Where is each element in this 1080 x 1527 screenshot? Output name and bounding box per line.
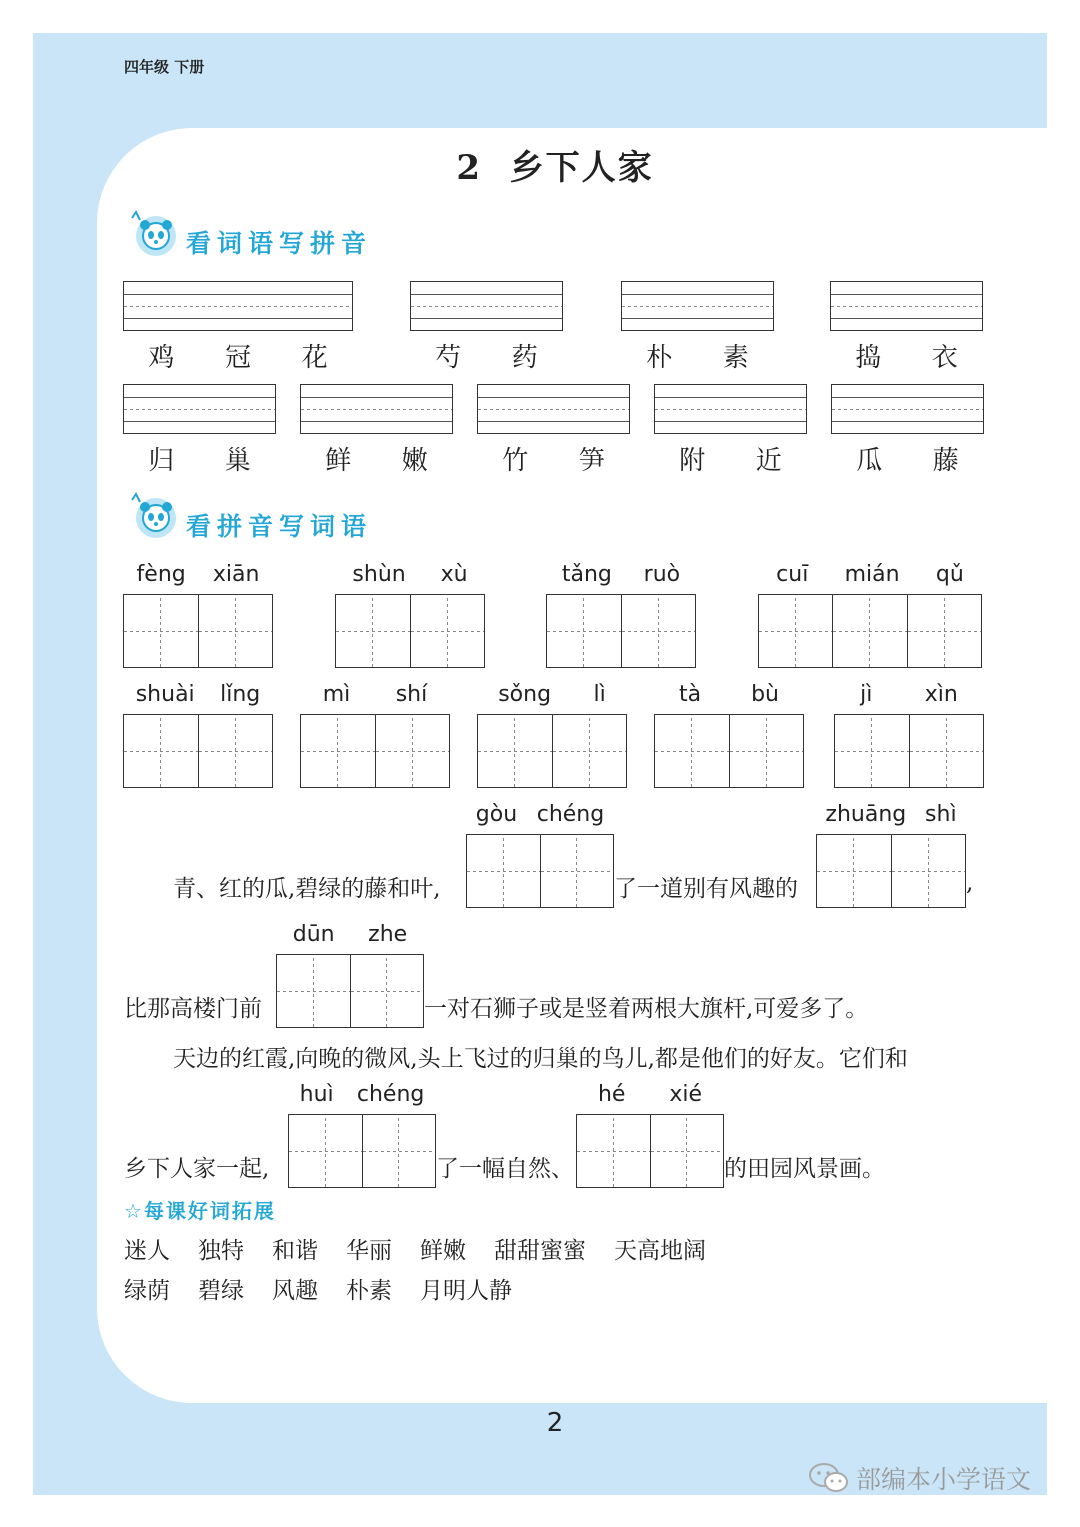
passage-text: , bbox=[966, 870, 974, 896]
word-chars: 朴 素 bbox=[646, 343, 749, 373]
pinyin-writing-box[interactable] bbox=[831, 384, 984, 434]
pinyin-writing-box[interactable] bbox=[123, 281, 353, 331]
word-chars: 芍 药 bbox=[435, 343, 538, 373]
blank-pinyin: gòu chéng bbox=[475, 802, 605, 827]
tianzige-grid[interactable] bbox=[477, 714, 627, 788]
pinyin-prompt: tà bù bbox=[678, 682, 779, 707]
extension-words-row: 迷人 独特 和谐 华丽 鲜嫩 甜甜蜜蜜 天高地阔 bbox=[124, 1238, 706, 1264]
panda-icon bbox=[126, 490, 182, 542]
passage-text: 比那高楼门前 bbox=[124, 996, 262, 1022]
passage-text: 的田园风景画。 bbox=[724, 1156, 885, 1182]
blank-pinyin: dūn zhe bbox=[292, 922, 408, 947]
pinyin-writing-box[interactable] bbox=[123, 384, 276, 434]
star-icon: ☆ bbox=[124, 1199, 144, 1223]
pinyin-prompt: tǎng ruò bbox=[561, 562, 681, 587]
pinyin-writing-box[interactable] bbox=[654, 384, 807, 434]
tianzige-grid[interactable] bbox=[466, 834, 614, 908]
pinyin-prompt: cuī mián qǔ bbox=[776, 562, 964, 587]
pinyin-prompt: fèng xiān bbox=[136, 562, 260, 587]
passage-text: 青、红的瓜,碧绿的藤和叶, bbox=[173, 876, 441, 902]
grade-label: 四年级 下册 bbox=[124, 58, 205, 76]
tianzige-grid[interactable] bbox=[546, 594, 696, 668]
tianzige-grid[interactable] bbox=[654, 714, 804, 788]
pinyin-prompt: shùn xù bbox=[352, 562, 468, 587]
word-chars: 鸡 冠 花 bbox=[148, 343, 328, 373]
passage-text: 了一幅自然、 bbox=[436, 1156, 574, 1182]
tianzige-grid[interactable] bbox=[758, 594, 982, 668]
tianzige-grid[interactable] bbox=[123, 594, 273, 668]
word-chars: 附 近 bbox=[679, 446, 782, 476]
tianzige-grid[interactable] bbox=[335, 594, 485, 668]
passage-text: 天边的红霞,向晚的微风,头上飞过的归巢的鸟儿,都是他们的好友。它们和 bbox=[173, 1046, 908, 1072]
tianzige-grid[interactable] bbox=[123, 714, 273, 788]
passage-text: 一对石狮子或是竖着两根大旗杆,可爱多了。 bbox=[424, 996, 869, 1022]
word-chars: 瓜 藤 bbox=[856, 446, 959, 476]
tianzige-grid[interactable] bbox=[816, 834, 966, 908]
lesson-title bbox=[0, 140, 1080, 189]
pinyin-writing-box[interactable] bbox=[477, 384, 630, 434]
pinyin-prompt: shuài lǐng bbox=[135, 682, 261, 707]
pinyin-prompt: jì xìn bbox=[860, 682, 958, 707]
pinyin-prompt: mì shí bbox=[322, 682, 428, 707]
tianzige-grid[interactable] bbox=[288, 1114, 436, 1188]
word-chars: 归 巢 bbox=[148, 446, 251, 476]
pinyin-writing-box[interactable] bbox=[410, 281, 563, 331]
pinyin-writing-box[interactable] bbox=[830, 281, 983, 331]
tianzige-grid[interactable] bbox=[300, 714, 450, 788]
word-chars: 竹 笋 bbox=[502, 446, 605, 476]
lesson-number: 2 bbox=[456, 148, 482, 188]
page-number: 2 bbox=[546, 1408, 564, 1438]
pinyin-prompt: sǒng lì bbox=[498, 682, 606, 707]
word-chars: 捣 衣 bbox=[855, 343, 958, 373]
blank-pinyin: huì chéng bbox=[299, 1082, 425, 1107]
passage-text: 了一道别有风趣的 bbox=[614, 876, 798, 902]
extension-title: ☆每课好词拓展 bbox=[124, 1199, 276, 1223]
extension-words-row: 绿荫 碧绿 风趣 朴素 月明人静 bbox=[124, 1278, 512, 1304]
tianzige-grid[interactable] bbox=[276, 954, 424, 1028]
blank-pinyin: zhuāng shì bbox=[825, 802, 957, 827]
panda-icon bbox=[126, 208, 182, 260]
blank-pinyin: hé xié bbox=[597, 1082, 703, 1107]
passage-text: 乡下人家一起, bbox=[124, 1156, 270, 1182]
tianzige-grid[interactable] bbox=[576, 1114, 724, 1188]
tianzige-grid[interactable] bbox=[834, 714, 984, 788]
section1-title: 看词语写拼音 bbox=[186, 229, 373, 258]
word-chars: 鲜 嫩 bbox=[325, 446, 428, 476]
pinyin-writing-box[interactable] bbox=[621, 281, 774, 331]
watermark: 部编本小学语文 bbox=[808, 1460, 1031, 1496]
section2-title: 看拼音写词语 bbox=[186, 512, 373, 541]
wechat-icon bbox=[808, 1462, 850, 1494]
lesson-name: 乡下人家 bbox=[509, 148, 654, 188]
pinyin-writing-box[interactable] bbox=[300, 384, 453, 434]
